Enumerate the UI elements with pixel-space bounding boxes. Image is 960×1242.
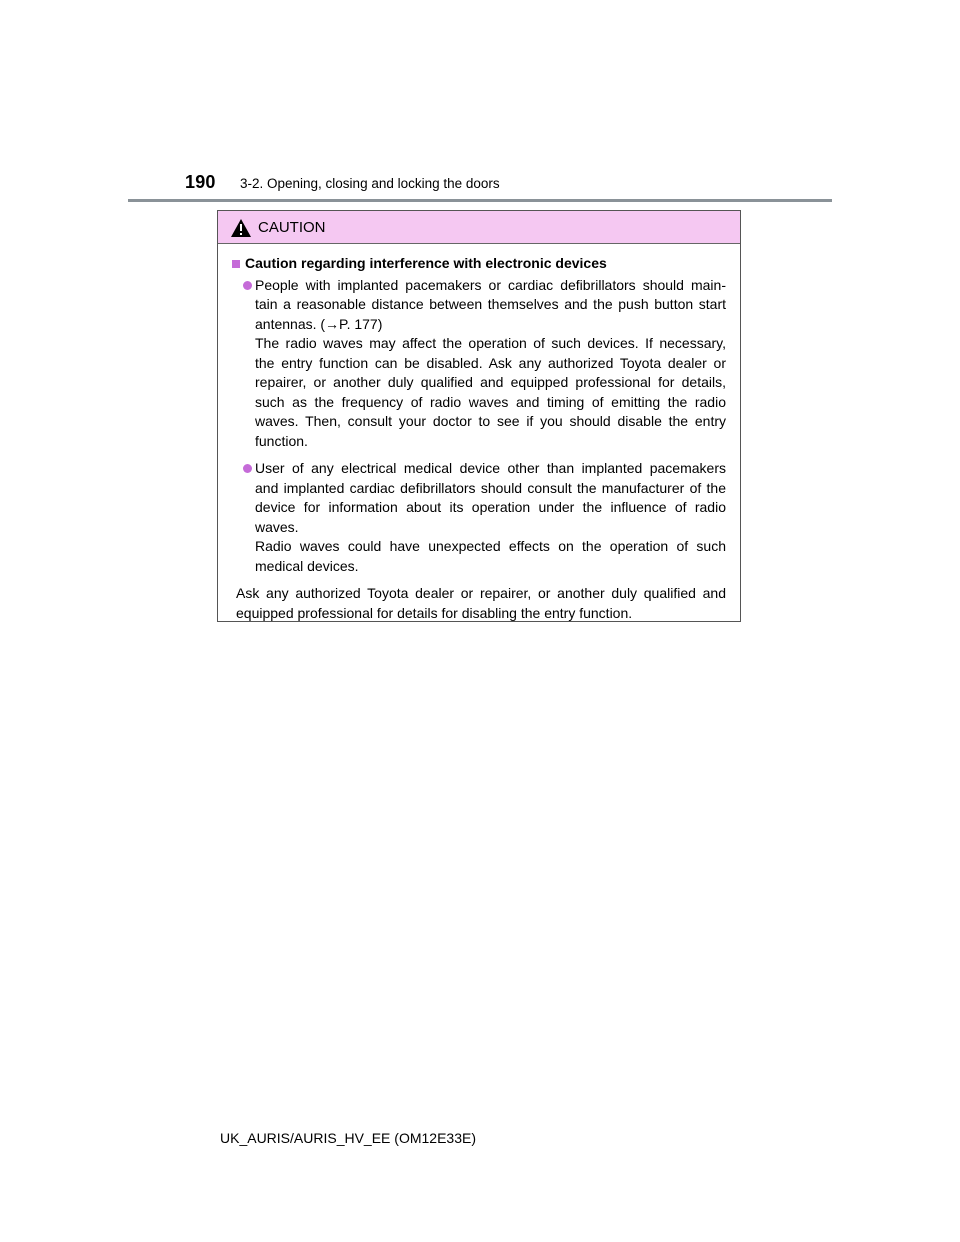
item-line: such as the frequency of radio waves and timing of emitting the radio [255,393,726,410]
caution-item-medical-devices [237,459,726,576]
item-line: function. [255,432,308,449]
item-line: tain a reasonable distance between themselves and the push button start [255,296,726,312]
caution-topic [232,254,726,274]
footnote-line: equipped professional for details for disabling the entry function. [236,604,633,621]
caution-topic-text: Caution regarding interference with electronic devices [245,255,607,271]
caution-header [218,211,740,244]
item-line: Radio waves could have unexpected effects on the operation of such [255,538,726,554]
page-reference: antennas. (→P. 177) [255,315,383,332]
caution-body [218,244,740,623]
section-title: 3-2. Opening, closing and locking the doors [240,176,500,191]
item-line: People with implanted pacemakers or cardiac defibrillators should main- [255,276,726,293]
item-line: device for information about its operation under the influence of radio [255,499,726,515]
item-line: the entry function can be disabled. Ask any authorized Toyota dealer or [255,354,726,371]
caution-box [217,210,741,622]
footer-model-id: UK_AURIS/AURIS_HV_EE (OM12E33E) [220,1130,476,1146]
warning-triangle-icon [230,218,252,238]
footnote-line: Ask any authorized Toyota dealer or repairer, or another duly qualified and [236,585,726,601]
item-line: and implanted cardiac defibrillators should consult the manufacturer of the [255,479,726,496]
item-line: repairer, or another duly qualified and equipped professional for details, [255,374,726,390]
caution-item-pacemakers [237,276,726,452]
header-rule [128,199,832,202]
item-line: waves. Then, consult your doctor to see if you should disable the entry [255,413,726,429]
round-bullet-icon [243,464,252,473]
round-bullet-icon [243,281,252,290]
item-line: medical devices. [255,557,359,574]
page-number: 190 [185,172,216,192]
item-line: User of any electrical medical device other than implanted pacemakers [255,460,726,476]
caution-title: CAUTION [258,218,326,236]
square-bullet-icon [232,260,240,268]
caution-footnote [232,584,726,623]
item-line: The radio waves may affect the operation of such devices. If necessary, [255,335,726,351]
item-line: waves. [255,518,299,535]
